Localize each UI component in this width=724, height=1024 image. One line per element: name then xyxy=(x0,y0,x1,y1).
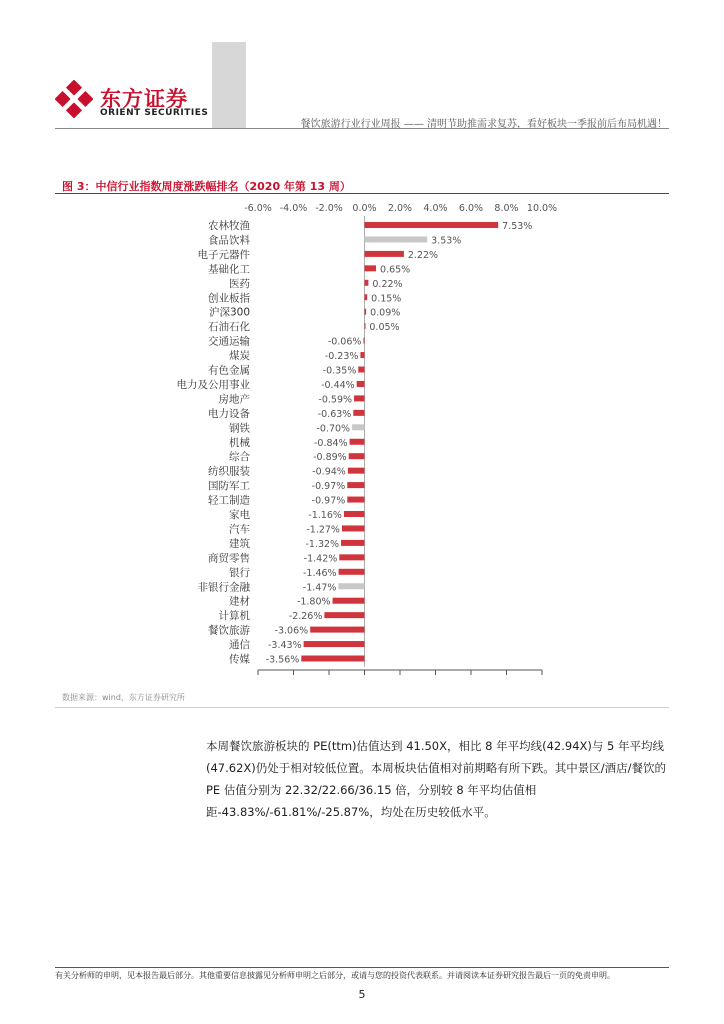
bar xyxy=(301,656,364,662)
data-label: -0.23% xyxy=(324,351,359,363)
category-label: 银行 xyxy=(229,566,250,579)
bar xyxy=(348,468,365,474)
bar xyxy=(310,627,364,633)
data-label: 0.09% xyxy=(370,307,401,319)
bar xyxy=(324,612,364,618)
category-label: 交通运输 xyxy=(208,335,250,348)
data-label: -3.43% xyxy=(268,640,302,652)
x-tick-label: -2.0% xyxy=(315,203,343,214)
bar xyxy=(339,554,364,560)
category-label: 农林牧渔 xyxy=(208,220,250,232)
bar xyxy=(350,439,365,445)
bar xyxy=(365,323,366,329)
category-label: 纺织服装 xyxy=(208,465,250,478)
bar xyxy=(365,309,367,315)
bar xyxy=(347,497,364,503)
data-label: -0.44% xyxy=(321,379,355,391)
x-tick-label: 8.0% xyxy=(494,203,519,214)
category-label: 通信 xyxy=(229,639,250,652)
bar xyxy=(333,598,365,604)
category-label: 商贸零售 xyxy=(208,552,250,565)
bar xyxy=(365,236,428,242)
bar xyxy=(341,540,364,546)
data-label: -3.56% xyxy=(265,654,300,666)
category-label: 房地产 xyxy=(218,393,250,406)
data-label: 0.22% xyxy=(372,278,403,290)
page-number: 5 xyxy=(358,988,366,1001)
bar xyxy=(365,222,499,228)
bar xyxy=(353,410,364,416)
category-label: 有色金属 xyxy=(208,364,250,377)
x-tick-label: 4.0% xyxy=(423,203,448,214)
category-label: 电力及公用事业 xyxy=(176,378,250,391)
data-label: -0.89% xyxy=(313,452,347,464)
category-label: 建材 xyxy=(229,595,250,608)
figure-source: 数据来源：wind，东方证券研究所 xyxy=(62,693,185,702)
data-label: -0.06% xyxy=(327,336,362,348)
bar xyxy=(344,511,365,517)
x-tick-label: 0.0% xyxy=(352,203,377,214)
bar xyxy=(365,265,377,271)
category-label: 传媒 xyxy=(229,653,250,666)
figure-title: 图 3：中信行业指数周度涨跌幅排名（2020 年第 13 周） xyxy=(62,180,351,193)
data-label: -0.84% xyxy=(313,437,348,449)
bar xyxy=(347,482,364,488)
data-label: -3.06% xyxy=(274,625,309,637)
data-label: -1.32% xyxy=(305,538,340,550)
category-label: 沪深300 xyxy=(208,306,250,319)
footer-disclaimer: 有关分析师的申明，见本报告最后部分。其他重要信息披露见分析师申明之后部分，或请与您的投资代表联系。并请阅读本证券研究报告最后一页的免责申明。 xyxy=(55,971,615,980)
category-label: 餐饮旅游 xyxy=(208,624,250,637)
data-label: -1.47% xyxy=(302,582,337,594)
data-label: -0.35% xyxy=(322,365,357,377)
category-label: 家电 xyxy=(229,509,250,521)
x-tick-label: -6.0% xyxy=(244,203,272,214)
x-tick-label: 10.0% xyxy=(526,203,558,214)
category-label: 医药 xyxy=(229,277,250,290)
data-label: -0.59% xyxy=(318,394,353,406)
bar xyxy=(365,294,368,300)
data-label: -1.46% xyxy=(302,567,337,579)
data-label: -1.80% xyxy=(296,596,331,608)
bar xyxy=(304,641,365,647)
data-label: -1.42% xyxy=(303,553,338,565)
brand-name-en: ORIENT SECURITIES xyxy=(100,108,209,118)
bar xyxy=(360,352,364,358)
bar xyxy=(365,280,369,286)
category-label: 建筑 xyxy=(229,537,250,550)
bar xyxy=(352,424,364,430)
category-label: 轻工制造 xyxy=(208,494,250,507)
data-label: 0.65% xyxy=(380,264,411,276)
data-label: -0.70% xyxy=(316,423,351,435)
category-label: 综合 xyxy=(229,451,250,464)
bar xyxy=(365,251,404,257)
data-label: 0.15% xyxy=(371,293,402,305)
category-label: 食品饮料 xyxy=(208,234,250,247)
data-label: 2.22% xyxy=(407,249,439,261)
data-label: -2.26% xyxy=(288,611,323,623)
body-paragraph: 本周餐饮旅游板块的 PE(ttm)估值达到 41.50X，相比 8 年平均线(42.94X)与 5 年平均线(47.62X)仍处于相对较低位置。本周板块估值相对前期略有所下跌。其中景区/酒店/餐饮的 PE 估值分别为 22.32/22.66/36.15 倍，分别较 8 年平均估值相距-43.83%/-61.81%/-25.87%，均处在历史较低水平。 xyxy=(206,739,667,819)
category-label: 机械 xyxy=(229,436,250,449)
category-label: 非银行金融 xyxy=(197,581,250,594)
category-label: 国防军工 xyxy=(208,480,250,493)
x-tick-label: 2.0% xyxy=(387,203,413,214)
bar xyxy=(342,525,365,531)
data-label: -0.97% xyxy=(311,481,346,493)
report-title: 餐饮旅游行业行业周报 —— 清明节助推需求复苏，看好板块一季报前后布局机遇！ xyxy=(300,119,667,130)
data-label: -1.16% xyxy=(308,510,342,521)
data-label: -1.27% xyxy=(306,524,340,536)
bar xyxy=(349,453,365,459)
x-tick-label: 6.0% xyxy=(458,203,484,214)
bar xyxy=(338,583,364,589)
category-label: 钢铁 xyxy=(229,422,250,435)
bar xyxy=(354,395,364,401)
data-label: 7.53% xyxy=(502,221,533,232)
category-label: 石油石化 xyxy=(208,321,250,334)
data-label: 3.53% xyxy=(431,235,462,247)
source-divider xyxy=(55,707,669,708)
data-label: -0.63% xyxy=(317,408,352,420)
bar xyxy=(339,569,365,575)
data-label: -0.97% xyxy=(311,495,346,507)
footer-divider xyxy=(55,967,669,968)
bar xyxy=(363,338,364,344)
category-label: 电子元器件 xyxy=(197,248,250,261)
category-label: 创业板指 xyxy=(208,292,250,305)
bar xyxy=(358,367,364,373)
data-label: -0.94% xyxy=(312,466,346,478)
category-label: 电力设备 xyxy=(208,407,250,420)
x-tick-label: -4.0% xyxy=(279,203,308,214)
category-label: 煤炭 xyxy=(229,350,250,363)
body-text xyxy=(206,735,672,823)
brand-name-cn: 东方证券 xyxy=(100,87,188,111)
category-label: 汽车 xyxy=(229,523,250,536)
category-label: 计算机 xyxy=(218,610,250,623)
bar xyxy=(357,381,365,387)
data-label: 0.05% xyxy=(369,322,400,334)
category-label: 基础化工 xyxy=(208,263,250,276)
